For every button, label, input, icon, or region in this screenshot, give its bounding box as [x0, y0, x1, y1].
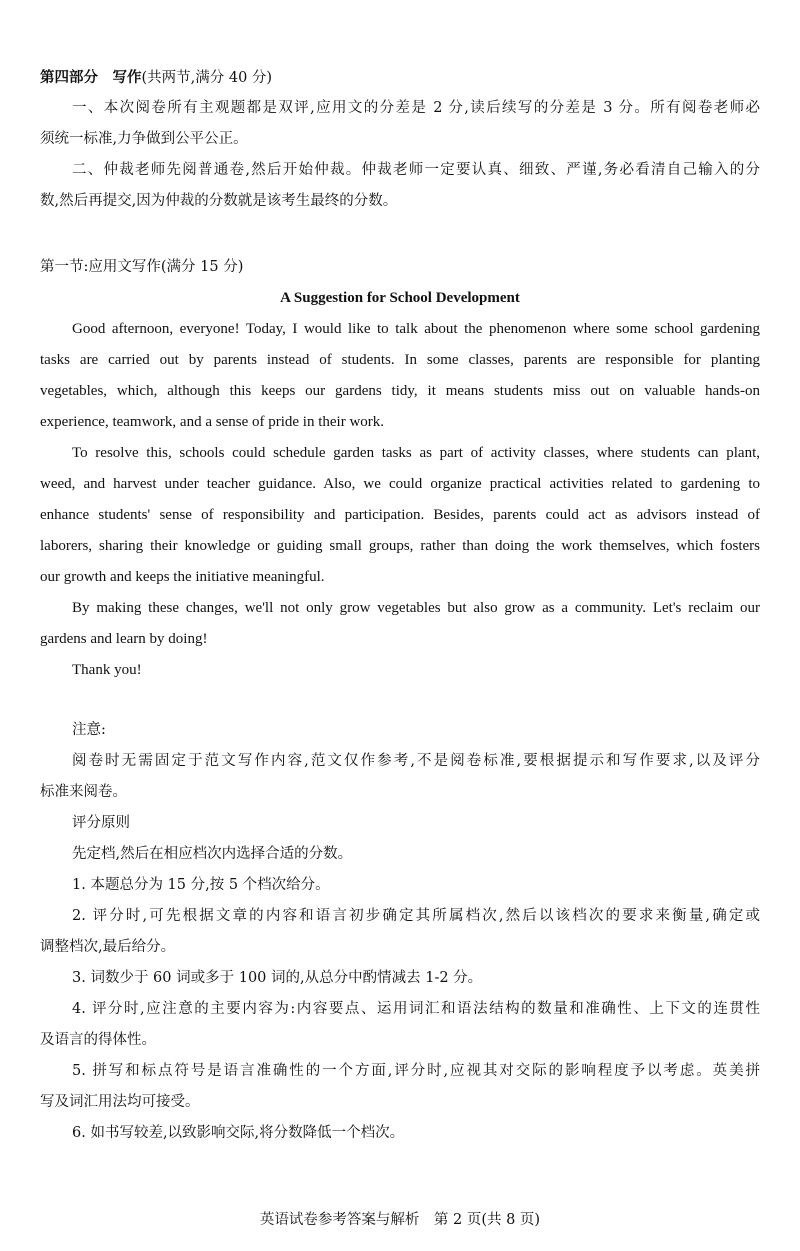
paragraph-line: 及语言的得体性。 [40, 1032, 156, 1048]
paragraph-line: 4. 评分时,应注意的主要内容为:内容要点、运用词汇和语法结构的数量和准确性、上下文的连贯性 [72, 1001, 760, 1017]
paragraph-line: 写及词汇用法均可接受。 [40, 1094, 200, 1110]
paragraph-line: our growth and keeps the initiative meaningful. [40, 569, 325, 585]
essay-body [40, 314, 760, 686]
paragraph-line: 2. 评分时,可先根据文章的内容和语言初步确定其所属档次,然后以该档次的要求来衡量,确定或 [72, 908, 760, 924]
paragraph-line: enhance students' sense of responsibility and participation. Besides, parents could act as advisors instead of [40, 507, 760, 523]
notes-heading: 注意: [72, 722, 106, 738]
paragraph-line: vegetables, which, although this keeps our gardens tidy, it means students miss out on valuable hands-on [40, 383, 760, 399]
paragraph-line: 数,然后再提交,因为仲裁的分数就是该考生最终的分数。 [40, 193, 398, 209]
paragraph-line: 一、本次阅卷所有主观题都是双评,应用文的分差是 2 分,读后续写的分差是 3 分。所有阅卷老师必 [72, 100, 760, 116]
paragraph-line: By making these changes, we'll not only grow vegetables but also grow as a community. Let's reclaim our [72, 600, 760, 616]
paragraph-line: 1. 本题总分为 15 分,按 5 个档次给分。 [72, 877, 330, 893]
paragraph-line: 评分原则 [72, 815, 130, 831]
paragraph-line: experience, teamwork, and a sense of pride in their work. [40, 414, 385, 430]
paragraph-line: 阅卷时无需固定于范文写作内容,范文仅作参考,不是阅卷标准,要根据提示和写作要求,以及评分 [72, 753, 760, 769]
paragraph-line: 6. 如书写较差,以致影响交际,将分数降低一个档次。 [72, 1125, 405, 1141]
paragraph-line: 二、仲裁老师先阅普通卷,然后开始仲裁。仲裁老师一定要认真、细致、严谨,务必看清自己输入的分 [72, 162, 760, 178]
intro-section [40, 93, 760, 217]
paragraph-line: laborers, sharing their knowledge or guiding small groups, rather than doing the work themselves, which fosters [40, 538, 760, 554]
paragraph-line: To resolve this, schools could schedule garden tasks as part of activity classes, where students can plant, [72, 445, 760, 461]
essay-title: A Suggestion for School Development [280, 290, 520, 306]
section-heading: 第一节:应用文写作(满分 15 分) [40, 259, 244, 275]
part-heading [40, 62, 760, 93]
paragraph-line: 须统一标准,力争做到公平公正。 [40, 131, 248, 147]
paragraph-line: 5. 拼写和标点符号是语言准确性的一个方面,评分时,应视其对交际的影响程度予以考虑。英美拼 [72, 1063, 760, 1079]
part-heading-bold: 第四部分 写作 [40, 69, 142, 86]
paragraph-line: tasks are carried out by parents instead of students. In some classes, parents are responsible for planting [40, 352, 760, 368]
paragraph-line: Thank you! [72, 662, 142, 678]
notes-section [40, 746, 760, 1149]
paragraph-line: 先定档,然后在相应档次内选择合适的分数。 [72, 846, 353, 862]
paragraph-line: weed, and harvest under teacher guidance. Also, we could organize practical activities related to gardening to [40, 476, 760, 492]
page-footer: 英语试卷参考答案与解析 第 2 页(共 8 页) [259, 1212, 541, 1228]
paragraph-line: 调整档次,最后给分。 [40, 939, 176, 955]
paragraph-line: 标准来阅卷。 [40, 784, 127, 800]
paragraph-line: 3. 词数少于 60 词或多于 100 词的,从总分中酌情减去 1-2 分。 [72, 970, 483, 986]
paragraph-line: Good afternoon, everyone! Today, I would like to talk about the phenomenon where some school gardening [72, 321, 760, 337]
document-page [40, 62, 760, 1149]
part-heading-rest: (共两节,满分 40 分) [141, 70, 273, 86]
paragraph-line: gardens and learn by doing! [40, 631, 208, 647]
